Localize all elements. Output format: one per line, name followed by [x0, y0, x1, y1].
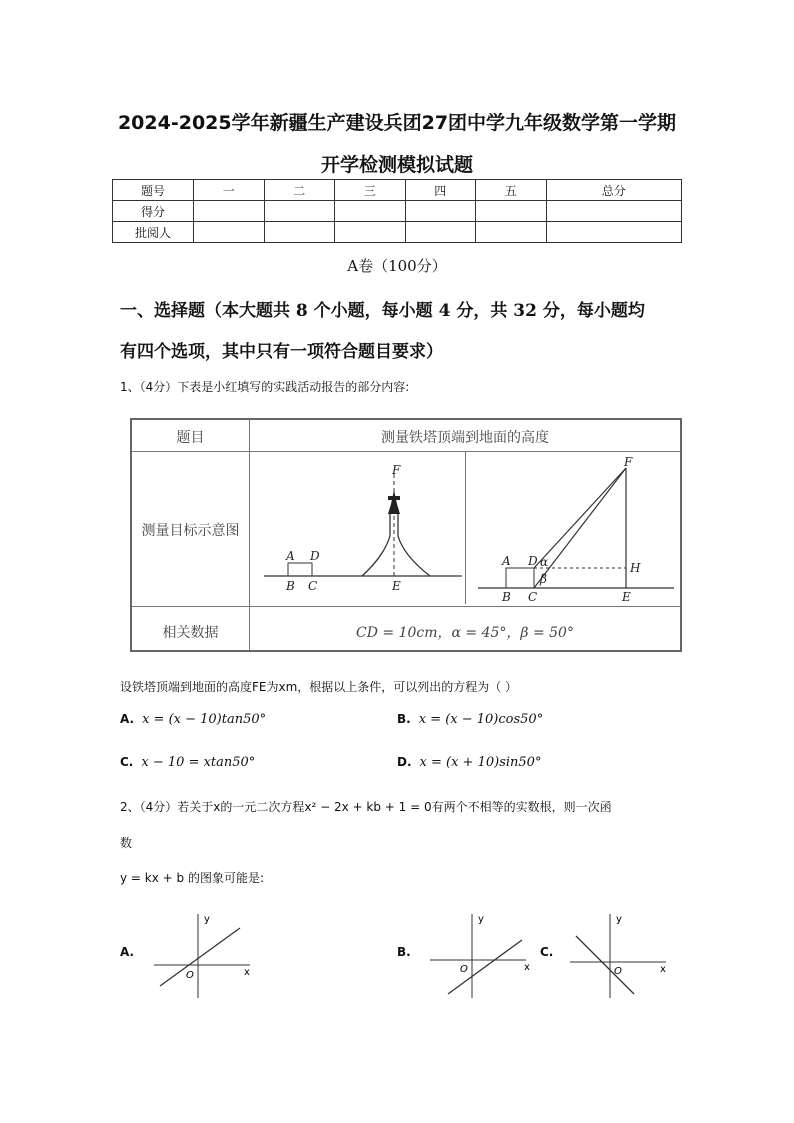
- score-cell[interactable]: [335, 222, 406, 243]
- q2-option-b-graph[interactable]: [426, 910, 536, 1000]
- q2-option-a-label[interactable]: A.: [120, 945, 135, 959]
- score-cell[interactable]: [546, 222, 682, 243]
- origin-label: O: [460, 964, 468, 975]
- q1-option-a[interactable]: [120, 712, 266, 727]
- label-B2: B: [502, 590, 511, 604]
- label-alpha: α: [540, 555, 549, 569]
- score-cell[interactable]: [264, 222, 335, 243]
- q2-option-c-label[interactable]: C.: [540, 945, 554, 959]
- score-header-cell: 三: [335, 180, 406, 201]
- tower-diagram-left: [252, 454, 464, 604]
- score-table-row: [113, 201, 682, 222]
- score-header-cell: 五: [476, 180, 547, 201]
- exam-title-line1: 2024-2025学年新疆生产建设兵团27团中学九年级数学第一学期: [117, 112, 677, 134]
- score-cell[interactable]: [476, 222, 547, 243]
- table-row-figure-label: 测量目标示意图: [141, 523, 240, 539]
- origin-label: O: [186, 970, 194, 981]
- label-A2: A: [502, 554, 511, 568]
- question-2-line3: y = kx + b 的图象可能是:: [120, 871, 264, 885]
- q2-option-c-graph[interactable]: [566, 910, 676, 1000]
- score-cell[interactable]: [194, 222, 265, 243]
- option-text: x = (x − 10)tan50°: [142, 712, 267, 727]
- label-B: B: [286, 579, 295, 593]
- option-text: x = (x + 10)sin50°: [419, 755, 542, 770]
- score-row-label: 得分: [113, 201, 194, 222]
- score-row-label: 批阅人: [113, 222, 194, 243]
- axis-y-label: y: [204, 914, 210, 925]
- table-row-data-label: 相关数据: [162, 625, 219, 641]
- question-1-stem: 设铁塔顶端到地面的高度FE为xm，根据以上条件，可以列出的方程为（ ）: [120, 680, 518, 694]
- section-heading-line2: 有四个选项，其中只有一项符合题目要求）: [120, 342, 443, 362]
- q1-report-table: [130, 418, 682, 652]
- origin-label: O: [614, 966, 622, 977]
- label-F: F: [392, 463, 401, 477]
- section-heading-line1: 一、选择题（本大题共 8 个小题，每小题 4 分，共 32 分，每小题均: [120, 301, 645, 321]
- score-table-row: [113, 222, 682, 243]
- question-2-line1: 2、（4分）若关于x的一元二次方程x² − 2x + kb + 1 = 0有两个不相等的实数根，则一次函: [120, 800, 612, 814]
- axis-y-label: y: [616, 914, 622, 925]
- question-2-line2: 数: [120, 836, 133, 850]
- question-1-intro: 1、（4分）下表是小红填写的实践活动报告的部分内容:: [120, 380, 410, 394]
- option-text: x − 10 = xtan50°: [141, 755, 256, 770]
- volume-heading: A卷（100分）: [347, 257, 447, 275]
- score-cell[interactable]: [476, 201, 547, 222]
- option-label: D.: [397, 755, 412, 769]
- label-beta: β: [540, 572, 547, 586]
- q2-option-a-graph[interactable]: [150, 910, 260, 1000]
- q1-option-c[interactable]: [120, 755, 255, 770]
- score-cell[interactable]: [264, 201, 335, 222]
- score-cell[interactable]: [335, 201, 406, 222]
- score-header-cell: 题号: [113, 180, 194, 201]
- score-table: [112, 179, 682, 243]
- axis-y-label: y: [478, 914, 484, 925]
- table-col2-header: 测量铁塔顶端到地面的高度: [381, 430, 549, 446]
- score-cell[interactable]: [405, 201, 476, 222]
- label-E2: E: [622, 590, 631, 604]
- q2-option-b-label[interactable]: B.: [397, 945, 411, 959]
- label-D: D: [310, 549, 320, 563]
- label-C: C: [308, 579, 318, 593]
- option-text: x = (x − 10)cos50°: [418, 712, 544, 727]
- score-header-cell: 二: [264, 180, 335, 201]
- label-D2: D: [528, 554, 538, 568]
- option-label: C.: [120, 755, 134, 769]
- score-cell[interactable]: [405, 222, 476, 243]
- axis-x-label: x: [660, 964, 666, 975]
- score-table-header-row: [113, 180, 682, 201]
- score-cell[interactable]: [546, 201, 682, 222]
- score-header-cell: 一: [194, 180, 265, 201]
- score-header-cell: 总分: [546, 180, 682, 201]
- label-A: A: [286, 549, 295, 563]
- option-label: A.: [120, 712, 135, 726]
- score-header-cell: 四: [405, 180, 476, 201]
- q1-option-d[interactable]: [397, 755, 541, 770]
- table-col1-header: 题目: [176, 430, 205, 446]
- exam-title-line2: 开学检测模拟试题: [320, 154, 473, 176]
- score-cell[interactable]: [194, 201, 265, 222]
- axis-x-label: x: [244, 967, 250, 978]
- label-F2: F: [624, 455, 633, 469]
- tower-diagram-right: [468, 454, 680, 604]
- table-data-values: CD = 10cm，α = 45°，β = 50°: [356, 625, 574, 641]
- axis-x-label: x: [524, 962, 530, 973]
- option-label: B.: [397, 712, 411, 726]
- label-E: E: [392, 579, 401, 593]
- q1-option-b[interactable]: [397, 712, 543, 727]
- label-C2: C: [528, 590, 538, 604]
- label-H: H: [630, 561, 641, 575]
